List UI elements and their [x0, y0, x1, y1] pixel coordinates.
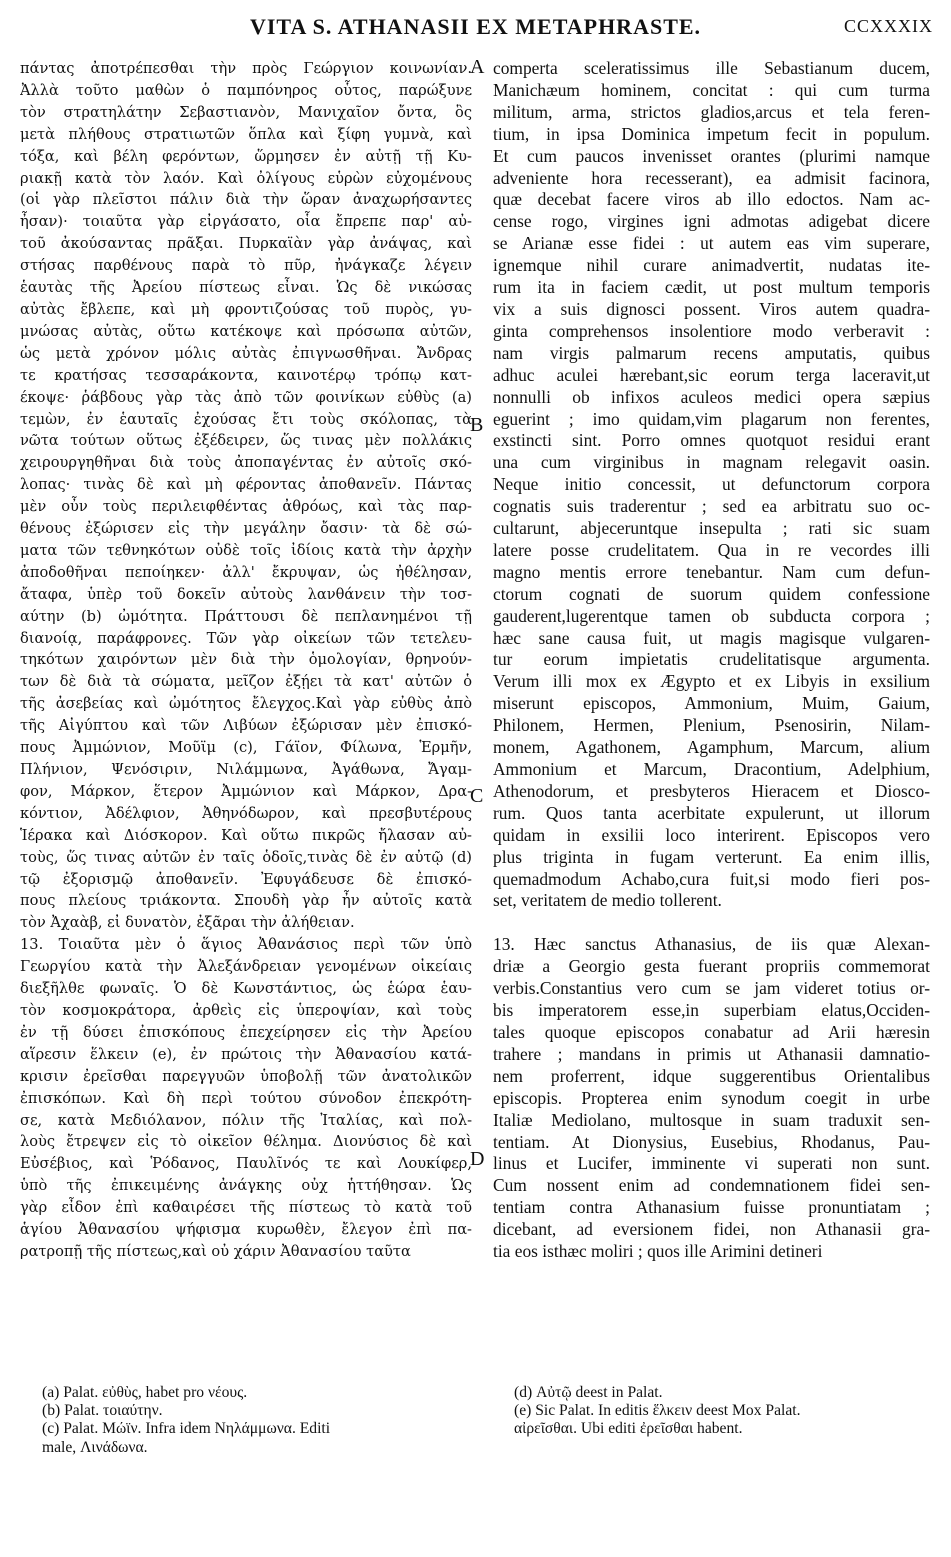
footnote-line: (c) Palat. Μώϊν. Infra idem Νηλάμμωνα. Editi — [42, 1420, 331, 1438]
greek-text-line: Πλήνιον, Ψενόσιριν, Νιλάμμωνα, Ἀγάθωνα, Ἄγαμ- — [20, 761, 472, 778]
greek-text-line: αὐτὰς ἔβλεπε, καὶ μὴ φροντιζούσας τοῦ πυρὸς, γυ- — [20, 300, 472, 318]
latin-text-line: linus et Lucifer, imminente vi superati non sunt. — [493, 1153, 930, 1174]
greek-text-line: τὸν κοσμοκράτορα, ἀρθεὶς εἰς ὑπεροψίαν, καὶ τοὺς — [20, 1001, 472, 1019]
latin-text-line: quidam in exsilii loco interirent. Episcopos vero — [493, 824, 930, 845]
greek-text-line: ὡς μετὰ χρόνον μόλις αὐτὰς ἐπιγνωσθῆναι. Ἄνδρας — [20, 344, 472, 362]
greek-text-line: κόντιον, Ἀδέλφιον, Ἀθηνόδωρον, καὶ πρεσβυτέρους — [20, 804, 472, 822]
greek-text-line: ἑαυτὰς τῆς Ἀρείου πίστεως εἶναι. Ὡς δὲ νικώσας — [20, 279, 472, 297]
greek-text-line: μὲν οὖν τοὺς περιλειφθέντας ἀθρόως, καὶ τὰς παρ- — [20, 498, 472, 516]
footnote-line: (a) Palat. εὐθὺς, habet pro νέους. — [42, 1384, 248, 1401]
latin-text-line: Et cum paucos invenisset orantes (plurimi namque — [493, 145, 930, 166]
margin-marker-a: A — [470, 56, 485, 78]
greek-text-line: τὸν στρατηλάτην Σεβαστιανὸν, Μανιχαῖον ὄντα, ὃς — [20, 103, 472, 121]
latin-text-line: dicebant, ad eversionem fidei, non Athanasii gra- — [493, 1219, 930, 1240]
latin-text-line: Italiæ Mediolano, multosque in suam traduxit sen- — [493, 1109, 930, 1130]
greek-text-line: τε κρατήσας τεσσαράκοντα, καινοτέρῳ τρόπῳ κατ- — [20, 366, 472, 384]
greek-text-line: διανοίᾳ, παράφρονες. Τῶν γὰρ οἰκείων τῶν τετελευ- — [20, 629, 472, 647]
page-header — [18, 14, 933, 44]
running-title: VITA S. ATHANASII EX METAPHRASTE. — [249, 14, 702, 39]
footnote-line: male, Λινάδωνα. — [42, 1438, 148, 1456]
latin-text-line: trahere ; mandans in primis ut Athanasii damnatio- — [493, 1043, 930, 1064]
greek-text-line: τηκότων χαιρόντων μὲν διὰ τὴν ὁμολογίαν, θρηνούν- — [20, 651, 472, 669]
latin-text-line: tia eos isthæc moliri ; quos ille Arimini detineri — [493, 1241, 823, 1262]
latin-text-line: tentiam. At Dionysius, Eusebius, Rhodanus, Pau- — [493, 1131, 930, 1152]
latin-text-line: Verum illi mox ex Ægypto et ex Libyis in exsilium — [493, 671, 930, 692]
latin-text-line: driæ a Georgio gesta fuerant propriis commemorat — [493, 956, 930, 977]
latin-text-line: Neque initio concessit, ut defunctorum corpora — [493, 474, 930, 495]
latin-text-line: latere posse crudelitatem. Qua in re vecordes illi — [493, 539, 930, 560]
greek-text-line: θένους ἐξώρισεν εἰς τὴν μεγάλην ὄασιν· τὰ δὲ σώ- — [20, 520, 472, 538]
greek-text-line: φον, Μάρκον, ἕτερον Ἀμμώνιον καὶ Μάρκον, Δρα- — [20, 782, 472, 800]
greek-text-line: γὰρ εἶδον ἐπὶ καθαιρέσει τῆς πίστεως τὸ κατὰ τοῦ — [20, 1199, 472, 1217]
margin-marker-b: B — [470, 414, 484, 436]
latin-text-line: nem proferrent, idque suggerentibus Orientalibus — [493, 1065, 930, 1086]
greek-text-line: ρατροπῇ τῆς πίστεως,καὶ οὐ χάριν Ἀθανασίου ταῦτα — [20, 1242, 411, 1260]
latin-text-line: episcopis. Propterea enim synodum coegit in urbe — [493, 1087, 930, 1108]
greek-text-line: τεμὼν, ἐν ἑαυταῖς ἐχούσας ἔτι τοὺς σκόλοπας, τὰ — [20, 410, 472, 428]
latin-text-line: cense rogo, virgines igni admotas adigebat dicere — [493, 211, 930, 232]
greek-text-line: πους Ἀμμώνιον, Μοῦϊμ (c), Γάϊον, Φίλωνα, Ἑρμῆν, — [20, 739, 472, 757]
footnote-line: (e) Sic Palat. In editis ἕλκειν deest Mox Palat. — [514, 1402, 801, 1420]
greek-text-line: σε, κατὰ Μεδιόλανον, πόλιν τῆς Ἰταλίας, καὶ πολ- — [20, 1111, 472, 1129]
latin-text-line: magno mentis errore tenebantur. Nam cum defun- — [493, 561, 930, 582]
greek-text-line: Εὐσέβιος, καὶ Ῥόδανος, Παυλῖνός τε καὶ Λουκίφερ, — [20, 1155, 472, 1173]
page-number: CCXXXIX — [843, 16, 933, 36]
latin-text-line: Cum nossent enim ad condemnationem fidei sen- — [493, 1175, 930, 1196]
greek-text-line: των δὲ διὰ τὰ σώματα, μεῖζον ἐξῄει τὰ κατ' αὐτῶν ὁ — [20, 673, 472, 691]
latin-text-line: tentiam contra Athanasium fuisse pronuntiatam ; — [493, 1197, 930, 1218]
latin-text-line: ginta comprehensos insolentiore modo verberavit : — [493, 320, 930, 341]
latin-text-line: hæc sane causa fuit, ut magis magisque vulgaren- — [493, 627, 930, 648]
greek-text-line: μνώσας αὐτὰς, οὕτω κατέκοψε καὶ πρόσωπα αὐτῶν, — [20, 322, 472, 340]
latin-text-line: rum. Quos tanta acerbitate expulerunt, ut illorum — [493, 802, 930, 823]
greek-text-line: ὑπὸ τῆς ἐπικειμένης ἀνάγκης οὐχ ἡττήθησαν. Ὡς — [20, 1177, 472, 1195]
greek-text-line: ἀποδοθῆναι πεποίηκεν· ἀλλ' ἔκρυψαν, ὡς ἠθέλησαν, — [20, 563, 472, 581]
latin-text-line: cognatis suis traderentur ; sed ea arbitratu suo oc- — [493, 496, 930, 517]
latin-text-line: comperta sceleratissimus ille Sebastianum ducem, — [493, 58, 930, 78]
greek-text-line: τόξα, καὶ βέλη φερόντων, ὥρμησεν ἐν αὐτῇ τῇ Κυ- — [20, 147, 472, 165]
latin-text-line: Athenodorum, et presbyteros Hieracem et Diosco- — [493, 780, 930, 801]
greek-text-line: στήσας παρθένους παρὰ τὸ πῦρ, ἠνάγκαζε λέγειν — [20, 257, 472, 275]
latin-text-line: tales quoque episcopos conabatur ad Arii hæresin — [493, 1021, 930, 1042]
greek-text-line: κρισιν ἐρεῖσθαι παρεγγυῶν ὑποβολῇ τῶν ἀνατολικῶν — [20, 1067, 472, 1085]
latin-text-line: una cum virginibus in magnam relegavit oasin. — [493, 452, 930, 473]
greek-text-line: πάντας ἀποτρέπεσθαι τὴν πρὸς Γεώργιον κοινωνίαν. — [20, 60, 472, 77]
greek-text-line: ἐν τῇ δύσει ἐπισκόπους ἐπεχείρησεν εἰς τὴν Ἀρείου — [20, 1023, 472, 1041]
latin-text-line: quæ decebat facere viros ab illo edoctos. Nam ac- — [493, 189, 930, 210]
greek-text-line: ἦσαν)· τοιαῦτα γὰρ εἰργάσατο, οἷα ἔπρεπε παρ' αὐ- — [20, 213, 472, 231]
greek-text-line: τῷ ἐξορισμῷ ἀποθανεῖν. Ἐφυγάδευσε δὲ ἐπισκό- — [20, 870, 472, 888]
latin-text-line: se Arianæ esse fidei : ut autem eas vim superare, — [493, 233, 930, 254]
paragraph-gap — [493, 912, 930, 934]
greek-text-line: αύτην (b) ὠμότητα. Πράττουσι δὲ πεπλανημένοι τῇ — [20, 607, 472, 625]
latin-text-line: plus triginta in fugam verterunt. Ea enim illis, — [493, 846, 930, 867]
greek-text-line: τὸν Ἀχαὰβ, εἰ δυνατὸν, ἐξᾶραι τὴν ἀλήθειαν. — [20, 914, 355, 932]
greek-text-column — [20, 58, 472, 1263]
greek-text-line: λοὺς ἔτρεψεν εἰς τὸ οἰκεῖον θέλημα. Διονύσιος δὲ καὶ — [20, 1133, 472, 1151]
greek-text-line: ματα τῶν τεθνηκότων οὐδὲ τοῖς ἰδίοις κατὰ τὴν ἀρχὴν — [20, 541, 472, 559]
latin-text-line: bis imperatorem esse,in superbiam elatus,Occiden- — [493, 1000, 930, 1021]
greek-text-line: έκοψε· ῥάβδους γὰρ τὰς ἀπὸ τῶν φοινίκων εὐθὺς (a) — [20, 388, 472, 406]
latin-text-line: nam virgis palmarum recens amputatis, quibus — [493, 342, 930, 363]
latin-text-line: 13. Hæc sanctus Athanasius, de iis quæ Alexan- — [493, 934, 930, 955]
latin-text-line: nonnulli ob infixos aculeos medici opera sæpius — [493, 386, 930, 407]
latin-text-line: ctorum cognati de suorum quidem confessione — [493, 583, 930, 604]
latin-text-line: cultarunt, abjeceruntque insepulta ; rati sic suam — [493, 518, 930, 539]
greek-text-line: Ἱέρακα καὶ Διόσκορον. Καὶ οὕτω πικρῶς ἤλασαν αὐ- — [20, 826, 472, 844]
greek-text-line: αἵρεσιν ἕλκειν (e), ἐν πρώτοις τὴν Ἀθανασίου κατά- — [20, 1045, 472, 1063]
latin-text-line: exstincti sint. Porro omnes quotquot residui erant — [493, 430, 930, 451]
greek-text-line: Γεωργίου κατὰ τὴν Ἀλεξάνδρειαν γενομένων οἰκείαις — [20, 958, 472, 976]
latin-text-line: monem, Agathonem, Agamphum, Marcum, alium — [493, 737, 930, 758]
latin-text-line: Manichæum hominem, concitat : qui cum turma — [493, 79, 930, 100]
latin-text-line: quemadmodum Achabo,cura fuit,si modo fieri pos- — [493, 868, 930, 889]
greek-text-line: ἄταφα, ὑπὲρ τοῦ δοκεῖν αὐτοὺς λανθάνειν τὴν τοσ- — [20, 585, 472, 603]
greek-text-line: μετὰ πλήθους στρατιωτῶν ὅπλα καὶ ξίφη γυμνὰ, καὶ — [20, 125, 472, 143]
greek-text-line: (οἱ γὰρ πλεῖστοι πάλιν διὰ τὴν ὥραν ἀναχωρήσαντες — [20, 191, 472, 209]
footnote-line: (b) Palat. τοιαύτην. — [42, 1402, 163, 1420]
latin-text-line: adveniente hora recesserant), ea admisit facinora, — [493, 167, 930, 188]
latin-text-line: verbis.Constantius vero cum se jam videret totius or- — [493, 978, 930, 999]
latin-text-line: adhuc aculei hærebant,sic eorum terga laceravit,ut — [493, 364, 930, 385]
footnotes-left — [42, 1384, 462, 1457]
latin-text-line: gauderent,lugerentque tamen ob subducta corpora ; — [493, 605, 930, 626]
greek-text-line: νῶτα τούτων οὕτως ἐξέδειρεν, ὥς τινας μὲν πολλάκις — [20, 432, 472, 450]
latin-text-line: eguerint ; imo quidam,vim plagarum non ferentes, — [493, 408, 930, 429]
latin-text-line: tur eorum impietatis crudelitatisque argumenta. — [493, 649, 930, 670]
footnote-line: (d) Αὐτῷ deest in Palat. — [514, 1384, 663, 1401]
latin-text-line: set, veritatem de medio tollerent. — [493, 890, 722, 911]
greek-text-line: ἁγίου Ἀθανασίου ψήφισμα κυρωθὲν, ἔλεγον ἐπὶ πα- — [20, 1221, 472, 1239]
greek-text-line: ἐπισκόπων. Καὶ δὴ περὶ τούτου σύνοδον ἐπεκρότη- — [20, 1089, 472, 1107]
latin-text-line: vix a suis dignosci possent. Viros autem quadra- — [493, 298, 930, 319]
latin-text-line: rum ita in faciem cædit, ut post multum temporis — [493, 277, 930, 298]
latin-text-line: militum, arma, strictos gladios,arcus et tela feren- — [493, 101, 930, 122]
greek-text-line: 13. Τοιαῦτα μὲν ὁ ἅγιος Ἀθανάσιος περὶ τῶν ὑπὸ — [20, 936, 472, 954]
greek-text-line: πους πλείους τριάκοντα. Σπουδὴ γὰρ ἦν αὐτοῖς κατὰ — [20, 892, 472, 910]
greek-text-line: τοὺς, ὥς τινας αὐτῶν ἐν ταῖς ὁδοῖς,τινὰς δὲ ἐν αὐτῷ (d) — [20, 848, 472, 866]
latin-text-line: Philonem, Hermen, Plenium, Psenosirin, Nilam- — [493, 715, 930, 736]
greek-text-line: Ἀλλὰ τοῦτο μαθὼν ὁ παμπόνηρος οὗτος, παρώξυνε — [20, 81, 472, 99]
latin-text-column — [493, 58, 930, 1263]
greek-text-line: τῆς Αἰγύπτου καὶ τῶν Λιβύων ἐξώρισαν μὲν ἐπισκό- — [20, 717, 472, 735]
greek-text-line: ριακῇ κατὰ τὸν λαόν. Καὶ ὀλίγους εὑρὼν εὐχομένους — [20, 169, 472, 187]
greek-text-line: χειρουργηθῆναι διὰ τοὺς ἀποπαγέντας ἐν αὐτοῖς σκό- — [20, 454, 472, 472]
greek-text-line: διεξῆλθε φωναῖς. Ὁ δὲ Κωνστάντιος, ὡς ἑώρα ἑαυ- — [20, 980, 472, 998]
footnote-line: αἰρεῖσθαι. Ubi editi ἐρεῖσθαι habent. — [514, 1420, 743, 1438]
latin-text-line: ignemque nihil curare animadvertit, nudatas ite- — [493, 255, 930, 276]
greek-text-line: τοῦ ἀκούσαντας πρᾶξαι. Πυρκαϊὰν γὰρ ἀνάψας, καὶ — [20, 235, 472, 253]
latin-text-line: tium, in ipsa Dominica impetum fecit in populum. — [493, 123, 930, 144]
footnotes-right — [514, 1384, 934, 1439]
latin-text-line: Ammonium et Marcum, Dracontium, Adelphium, — [493, 759, 930, 779]
greek-text-line: τῆς ἀσεβείας καὶ ὠμότητος ἔλεγχος.Καὶ γὰρ εὐθὺς ἀπὸ — [20, 695, 472, 713]
margin-marker-c: C — [470, 785, 484, 807]
latin-text-line: miserunt episcopos, Ammonium, Muim, Gaium, — [493, 693, 930, 714]
margin-marker-d: D — [470, 1148, 485, 1170]
greek-text-line: λοπας· τινὰς δὲ καὶ μὴ φέροντας ἀποθανεῖν. Πάντας — [20, 476, 472, 494]
